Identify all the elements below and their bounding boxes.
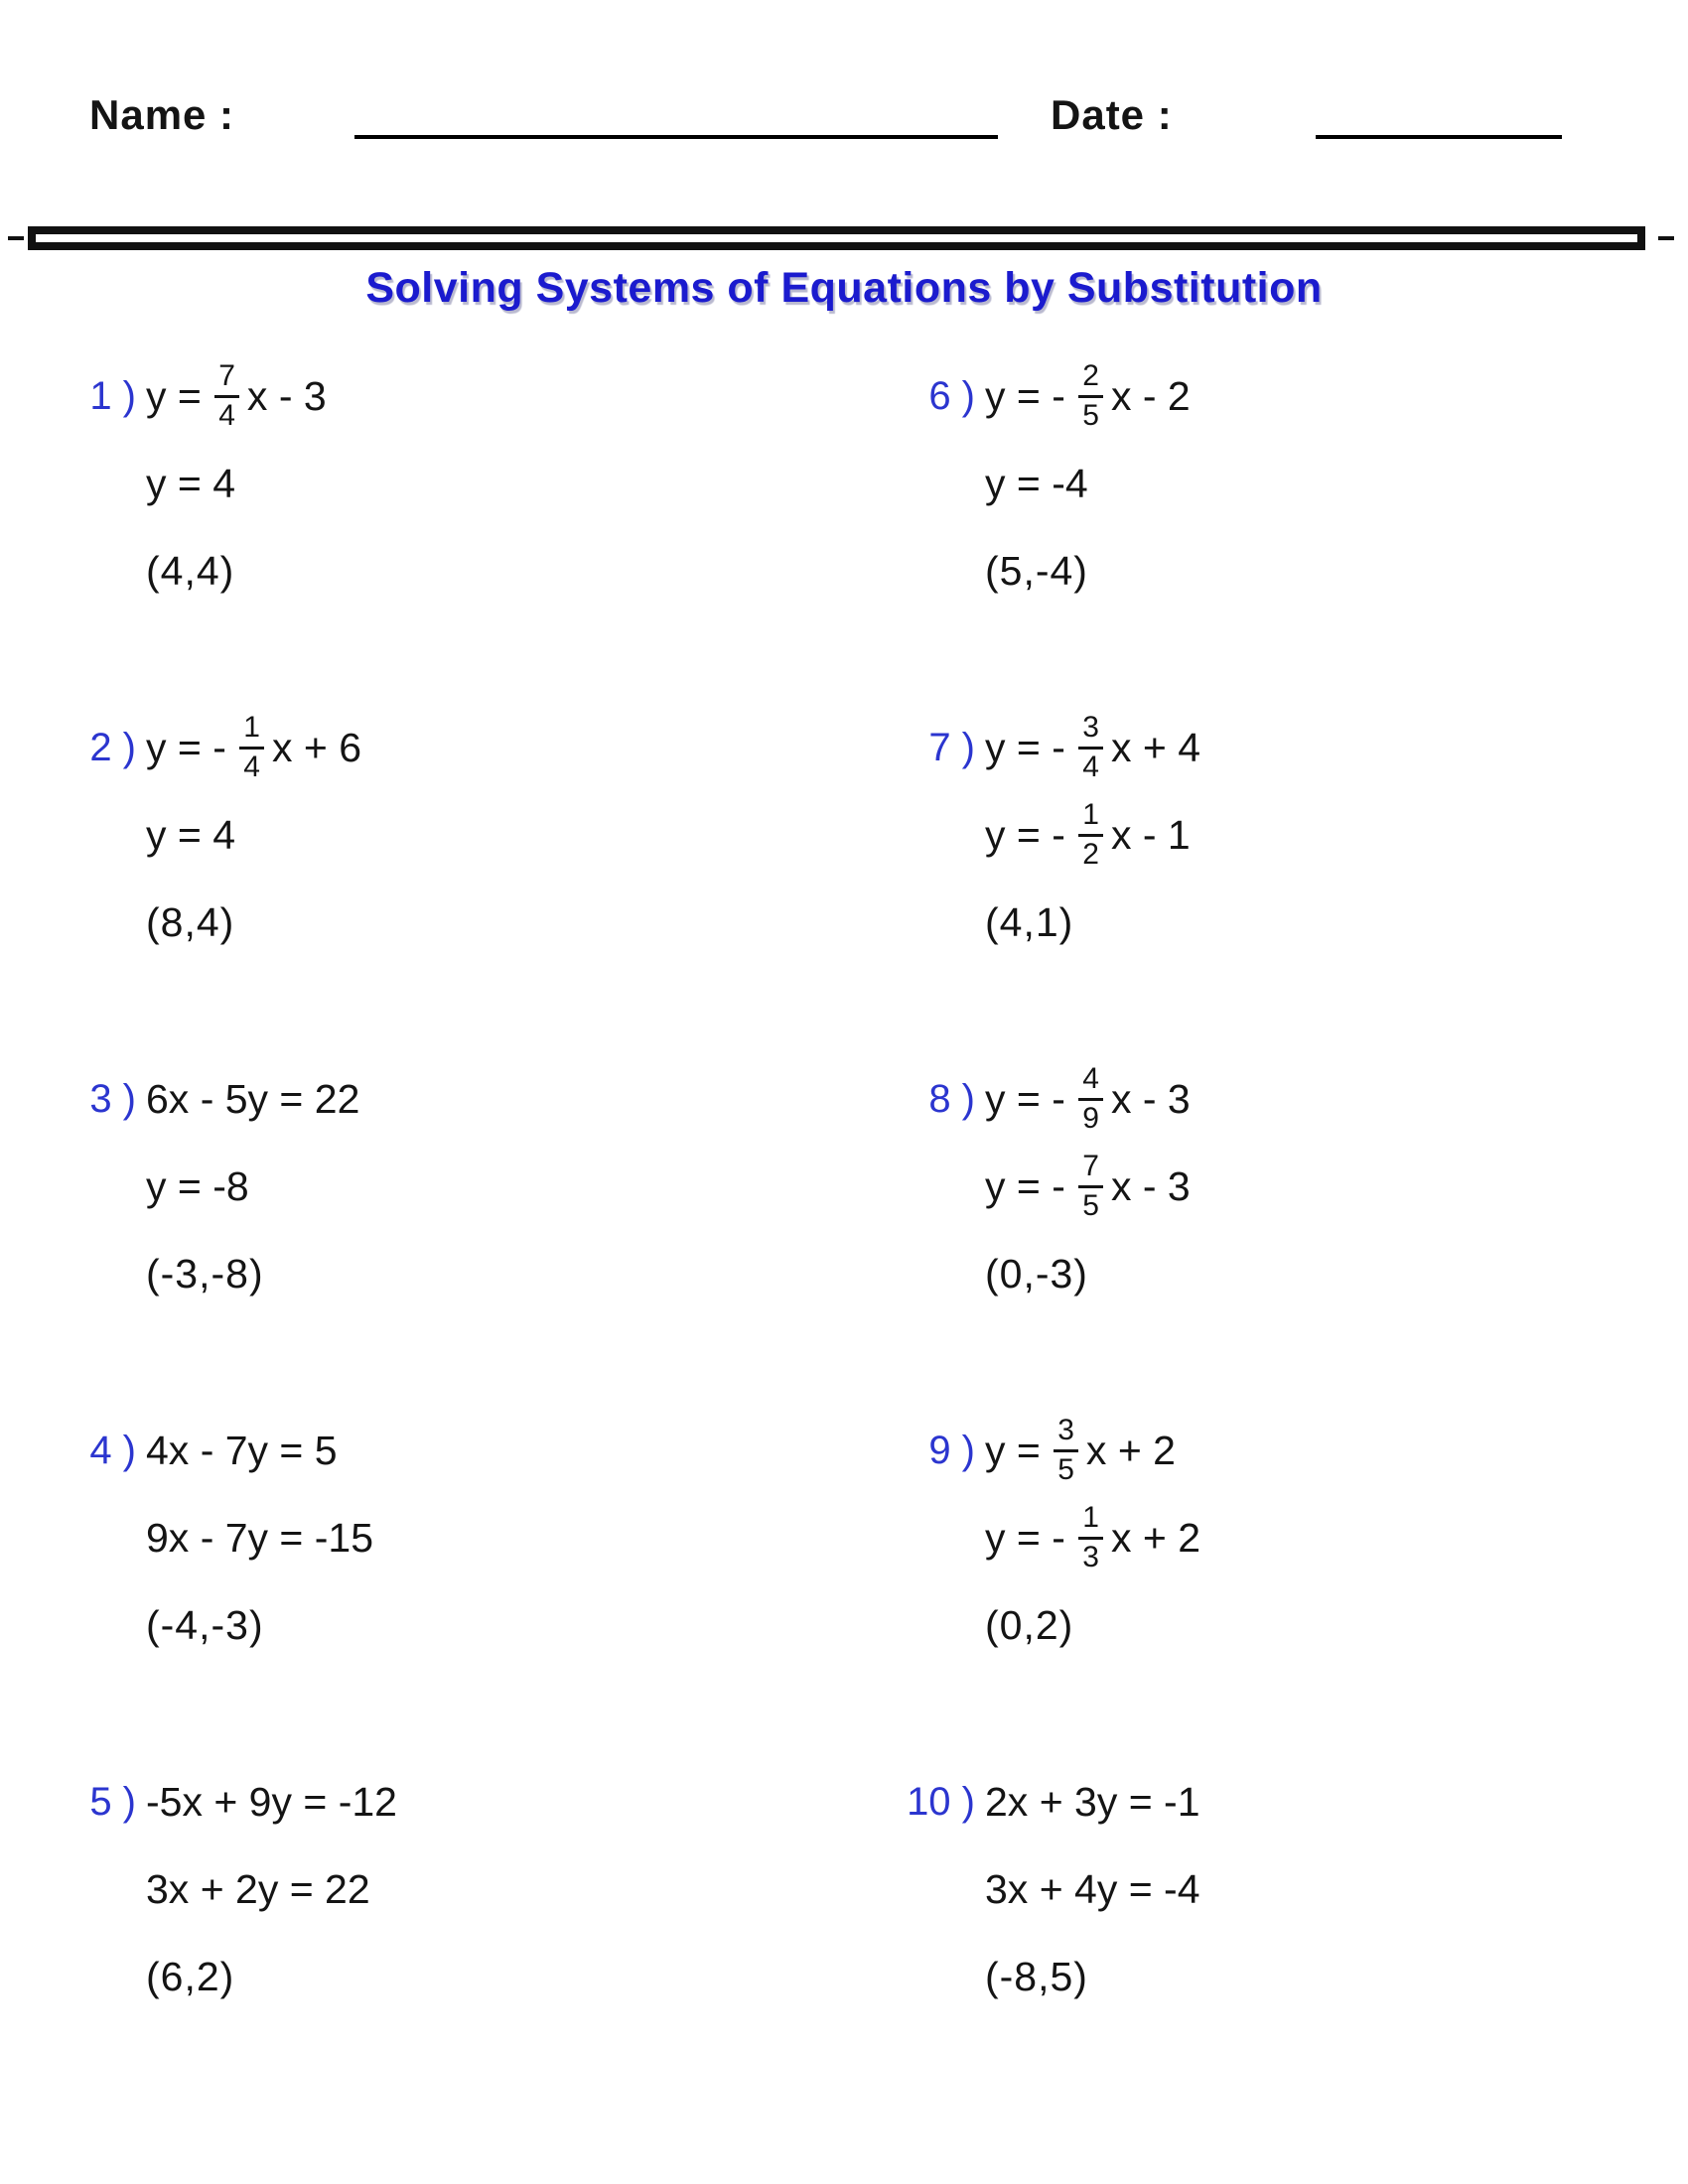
equation xyxy=(985,360,1191,432)
equation xyxy=(146,1866,370,1913)
fraction-denominator: 2 xyxy=(1082,837,1099,871)
answer: (-3,-8) xyxy=(146,1250,264,1297)
equation-text: y = - xyxy=(985,1075,1077,1122)
equation-line xyxy=(907,1758,1688,1845)
equation-line xyxy=(923,1407,1688,1494)
problem-number: 4 ) xyxy=(89,1428,136,1472)
equation-line xyxy=(84,1143,923,1230)
equation-line xyxy=(923,1845,1688,1933)
fraction-denominator: 9 xyxy=(1082,1101,1099,1135)
equation-text: y = - xyxy=(985,811,1077,858)
equation-text: y = -4 xyxy=(985,460,1088,506)
equation-line xyxy=(84,1494,923,1581)
equation-line xyxy=(84,1407,923,1494)
problem xyxy=(84,1055,923,1407)
equation-text: x - 3 xyxy=(1110,1162,1191,1209)
date-label: Date : xyxy=(1051,91,1173,138)
fraction-denominator: 5 xyxy=(1057,1452,1074,1486)
equation xyxy=(985,799,1191,871)
fraction xyxy=(1054,1414,1078,1485)
problem-number: 9 ) xyxy=(928,1428,975,1472)
answer: (0,2) xyxy=(985,1601,1074,1648)
equation-text: y = xyxy=(146,372,213,419)
problem-number: 2 ) xyxy=(89,725,136,769)
equation-line xyxy=(923,704,1688,791)
fraction-numerator: 1 xyxy=(1078,1501,1103,1540)
equation-text: x + 2 xyxy=(1110,1514,1200,1561)
equation-text: x - 3 xyxy=(1110,1075,1191,1122)
problems-column-right xyxy=(907,352,1688,2110)
equation xyxy=(985,1866,1200,1913)
problem xyxy=(923,704,1688,1055)
equation-line xyxy=(84,1758,923,1845)
answer: (-8,5) xyxy=(985,1953,1088,1999)
equation-line xyxy=(923,352,1688,440)
problem-number: 10 ) xyxy=(907,1779,975,1824)
equation-text: 9x - 7y = -15 xyxy=(146,1514,374,1561)
fraction xyxy=(1078,359,1103,431)
equation-text: x + 4 xyxy=(1110,724,1200,770)
equation-text: 6x - 5y = 22 xyxy=(146,1075,360,1122)
equation xyxy=(146,1779,397,1826)
equation-text: y = -8 xyxy=(146,1162,249,1209)
divider-dash-right xyxy=(1658,236,1674,240)
worksheet-title: Solving Systems of Equations by Substitution xyxy=(365,264,1323,312)
equation-line xyxy=(84,440,923,527)
date-underline xyxy=(1316,135,1562,139)
equation-line xyxy=(923,440,1688,527)
fraction-numerator: 3 xyxy=(1054,1414,1078,1452)
equation-line xyxy=(923,791,1688,879)
problem xyxy=(84,1758,923,2110)
equation-line xyxy=(84,704,923,791)
answer: (6,2) xyxy=(146,1953,235,1999)
fraction-denominator: 5 xyxy=(1082,398,1099,432)
fraction xyxy=(1078,711,1103,782)
equation xyxy=(146,1163,249,1210)
equation-text: x - 2 xyxy=(1110,372,1191,419)
fraction xyxy=(1078,1062,1103,1134)
problem-number: 1 ) xyxy=(89,373,136,418)
problem-number: 6 ) xyxy=(928,373,975,418)
problem xyxy=(907,1758,1688,2110)
equation xyxy=(985,1415,1176,1486)
fraction-numerator: 1 xyxy=(1078,798,1103,837)
equation-text: 2x + 3y = -1 xyxy=(985,1778,1200,1825)
divider-bar xyxy=(28,226,1645,250)
equation-text: 3x + 4y = -4 xyxy=(985,1865,1200,1912)
fraction-numerator: 2 xyxy=(1078,359,1103,398)
problem xyxy=(923,352,1688,704)
equation xyxy=(146,1076,359,1123)
problem-number: 7 ) xyxy=(928,725,975,769)
equation-text: x + 6 xyxy=(271,724,361,770)
equation-line xyxy=(84,1055,923,1143)
problem xyxy=(923,1407,1688,1758)
problem-number: 3 ) xyxy=(89,1076,136,1121)
equation-text: -5x + 9y = -12 xyxy=(146,1778,397,1825)
equation xyxy=(985,1779,1200,1826)
equation-text: y = - xyxy=(985,372,1077,419)
equation-text: x - 1 xyxy=(1110,811,1191,858)
equation-text: y = - xyxy=(985,1162,1077,1209)
worksheet-header xyxy=(0,0,1688,250)
equation-line xyxy=(923,1143,1688,1230)
fraction-denominator: 4 xyxy=(243,750,260,783)
equation-text: y = - xyxy=(985,724,1077,770)
equation xyxy=(985,461,1088,507)
name-label: Name : xyxy=(89,91,235,138)
equation-text: x + 2 xyxy=(1085,1427,1176,1473)
equation-line xyxy=(84,352,923,440)
equation xyxy=(146,360,327,432)
equation-text: 4x - 7y = 5 xyxy=(146,1427,338,1473)
equation-line xyxy=(923,1494,1688,1581)
equation-text: y = - xyxy=(146,724,238,770)
equation-line xyxy=(84,791,923,879)
problems-grid xyxy=(0,352,1688,2110)
equation-text: y = 4 xyxy=(146,460,236,506)
fraction xyxy=(239,711,264,782)
fraction-denominator: 3 xyxy=(1082,1540,1099,1573)
problem xyxy=(84,704,923,1055)
fraction-denominator: 4 xyxy=(218,398,235,432)
equation xyxy=(146,1515,373,1562)
fraction-numerator: 3 xyxy=(1078,711,1103,750)
answer: (8,4) xyxy=(146,898,235,945)
equation-text: y = xyxy=(985,1427,1053,1473)
equation-text: x - 3 xyxy=(246,372,327,419)
answer: (5,-4) xyxy=(985,547,1088,594)
equation xyxy=(146,712,361,783)
equation xyxy=(146,461,235,507)
equation-line xyxy=(923,1055,1688,1143)
fraction-numerator: 1 xyxy=(239,711,264,750)
fraction xyxy=(1078,1150,1103,1221)
problem xyxy=(84,352,923,704)
name-underline xyxy=(354,135,998,139)
equation-text: 3x + 2y = 22 xyxy=(146,1865,370,1912)
equation xyxy=(985,712,1200,783)
problem xyxy=(84,1407,923,1758)
fraction xyxy=(1078,798,1103,870)
answer: (0,-3) xyxy=(985,1250,1088,1297)
answer: (4,1) xyxy=(985,898,1074,945)
fraction-numerator: 7 xyxy=(214,359,239,398)
equation xyxy=(985,1151,1191,1222)
equation-line xyxy=(84,1845,923,1933)
problem-number: 5 ) xyxy=(89,1779,136,1824)
answer: (4,4) xyxy=(146,547,235,594)
fraction-denominator: 5 xyxy=(1082,1188,1099,1222)
fraction-denominator: 4 xyxy=(1082,750,1099,783)
problem-number: 8 ) xyxy=(928,1076,975,1121)
equation-text: y = 4 xyxy=(146,811,236,858)
equation xyxy=(146,812,235,859)
problems-column-left xyxy=(84,352,923,2110)
problem xyxy=(923,1055,1688,1407)
equation xyxy=(985,1063,1191,1135)
fraction xyxy=(214,359,239,431)
fraction-numerator: 4 xyxy=(1078,1062,1103,1101)
fraction-numerator: 7 xyxy=(1078,1150,1103,1188)
answer: (-4,-3) xyxy=(146,1601,264,1648)
equation xyxy=(146,1428,338,1474)
header-divider xyxy=(0,226,1688,250)
divider-dash-left xyxy=(8,236,24,240)
fraction xyxy=(1078,1501,1103,1572)
equation-text: y = - xyxy=(985,1514,1077,1561)
equation xyxy=(985,1502,1200,1573)
